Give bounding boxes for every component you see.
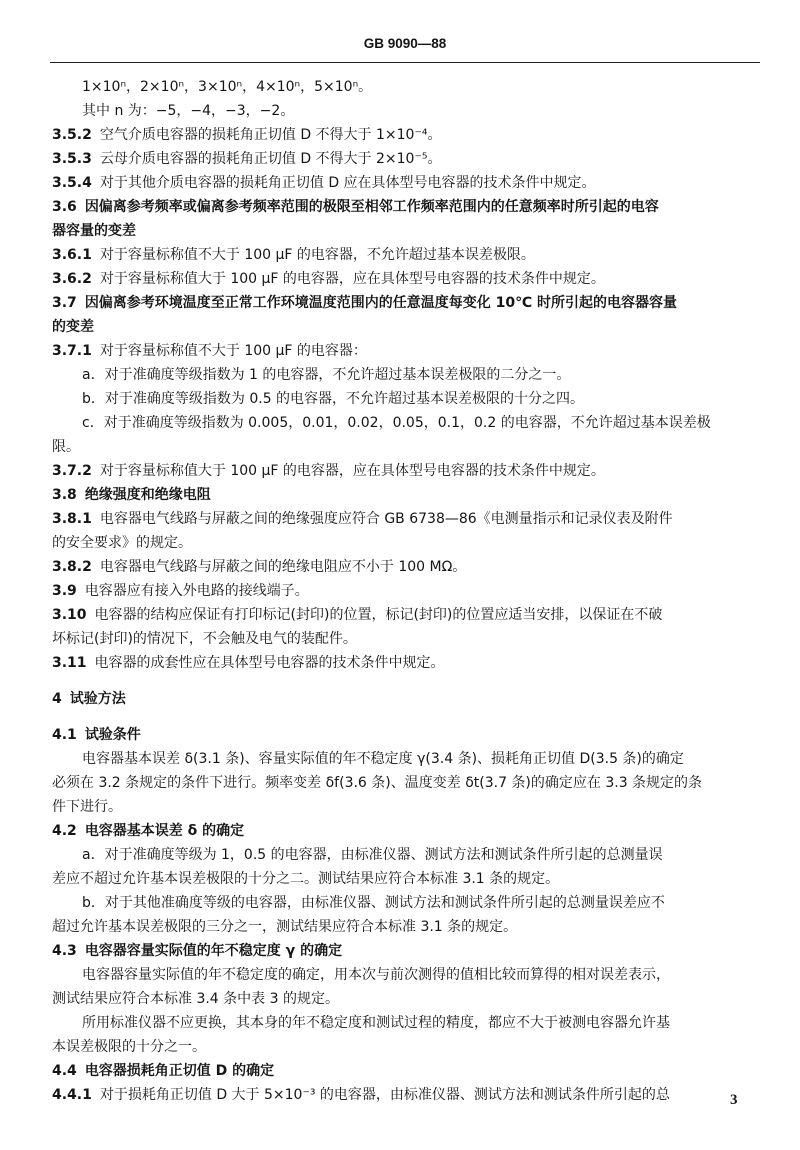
clause-4-3 bbox=[52, 939, 758, 963]
text-line bbox=[52, 627, 758, 651]
clause-text: 电容器基本误差 δ 的确定 bbox=[84, 823, 245, 839]
clause-text: a．对于准确度等级指数为 1 的电容器，不允许超过基本误差极限的二分之一。 bbox=[82, 367, 571, 383]
text-line bbox=[52, 411, 758, 435]
clause-number: 4.4.1 bbox=[52, 1087, 92, 1103]
text-line bbox=[52, 219, 758, 243]
clause-text: 云母介质电容器的损耗角正切值 D 不得大于 2×10⁻⁵。 bbox=[99, 151, 442, 167]
clause-number: 3.5.2 bbox=[52, 127, 92, 143]
clause-text: 试验方法 bbox=[69, 691, 126, 707]
text-line bbox=[52, 99, 758, 123]
clause-text: b．对于准确度等级指数为 0.5 的电容器，不允许超过基本误差极限的十分之四。 bbox=[82, 391, 585, 407]
clause-text: 对于损耗角正切值 D 大于 5×10⁻³ 的电容器，由标准仪器、测试方法和测试条件所引起的总 bbox=[99, 1087, 670, 1103]
clause-text: 电容器容量实际值的年不稳定度 γ 的确定 bbox=[84, 943, 343, 959]
clause-number: 3.9 bbox=[52, 583, 77, 599]
clause-number: 3.7.1 bbox=[52, 343, 92, 359]
clause-text: 因偏离参考环境温度至正常工作环境温度范围内的任意温度每变化 10℃ 时所引起的电容器容量 bbox=[84, 295, 677, 311]
text-line bbox=[52, 315, 758, 339]
clause-3-6 bbox=[52, 195, 758, 219]
clause-text: 电容器应有接入外电路的接线端子。 bbox=[84, 583, 309, 599]
text-line bbox=[52, 987, 758, 1011]
clause-text: 电容器容量实际值的年不稳定度的确定，用本次与前次测得的值相比较而算得的相对误差表示， bbox=[82, 967, 670, 983]
clause-4-4-1 bbox=[52, 1083, 758, 1107]
clause-3-7-1 bbox=[52, 339, 758, 363]
clause-number: 3.7 bbox=[52, 295, 77, 311]
text-line bbox=[52, 915, 758, 939]
clause-text: 器容量的变差 bbox=[52, 223, 136, 239]
clause-text: 空气介质电容器的损耗角正切值 D 不得大于 1×10⁻⁴。 bbox=[99, 127, 442, 143]
header-rule bbox=[50, 62, 760, 63]
clause-3-6-1 bbox=[52, 243, 758, 267]
clause-text: 1×10ⁿ，2×10ⁿ，3×10ⁿ，4×10ⁿ，5×10ⁿ。 bbox=[82, 79, 373, 95]
clause-text: 对于其他介质电容器的损耗角正切值 D 应在具体型号电容器的技术条件中规定。 bbox=[99, 175, 596, 191]
clause-text: c．对于准确度等级指数为 0.005，0.01，0.02，0.05，0.1，0.2 的电容器，不允许超过基本误差极 bbox=[82, 415, 711, 431]
text-line bbox=[52, 435, 758, 459]
clause-3-5-3 bbox=[52, 147, 758, 171]
clause-3-8 bbox=[52, 483, 758, 507]
clause-text: 电容器电气线路与屏蔽之间的绝缘电阻应不小于 100 MΩ。 bbox=[99, 559, 467, 575]
clause-3-10 bbox=[52, 603, 758, 627]
clause-text: 所用标准仪器不应更换，其本身的年不稳定度和测试过程的精度，都应不大于被测电容器允许基 bbox=[82, 1015, 670, 1031]
text-line bbox=[52, 747, 758, 771]
clause-text: 对于容量标称值不大于 100 μF 的电容器，不允许超过基本误差极限。 bbox=[99, 247, 535, 263]
clause-3-8-1 bbox=[52, 507, 758, 531]
clause-number: 3.8.2 bbox=[52, 559, 92, 575]
clause-text: 试验条件 bbox=[84, 727, 141, 743]
text-line bbox=[52, 795, 758, 819]
clause-text: 测试结果应符合本标准 3.4 条中表 3 的规定。 bbox=[52, 991, 339, 1007]
clause-3-8-2 bbox=[52, 555, 758, 579]
clause-text: 绝缘强度和绝缘电阻 bbox=[84, 487, 211, 503]
clause-text: 限。 bbox=[52, 439, 80, 455]
clause-3-9 bbox=[52, 579, 758, 603]
clause-text: 电容器的成套性应在具体型号电容器的技术条件中规定。 bbox=[94, 655, 445, 671]
clause-number: 3.6.1 bbox=[52, 247, 92, 263]
standard-number-header: GB 9090—88 bbox=[363, 36, 447, 51]
clause-text: 其中 n 为：−5，−4，−3，−2。 bbox=[82, 103, 295, 119]
text-line bbox=[52, 891, 758, 915]
clause-text: 电容器电气线路与屏蔽之间的绝缘强度应符合 GB 6738—86《电测量指示和记录仪表及附件 bbox=[99, 511, 673, 527]
clause-text: 必须在 3.2 条规定的条件下进行。频率变差 δf(3.6 条)、温度变差 δt(3.7 条)的确定应在 3.3 条规定的条 bbox=[52, 775, 703, 791]
clause-number: 3.5.4 bbox=[52, 175, 92, 191]
text-line bbox=[52, 771, 758, 795]
text-line bbox=[52, 843, 758, 867]
clause-number: 3.5.3 bbox=[52, 151, 92, 167]
clause-3-11 bbox=[52, 651, 758, 675]
clause-text: 的安全要求》的规定。 bbox=[52, 535, 192, 551]
text-line bbox=[52, 1035, 758, 1059]
clause-number: 3.6 bbox=[52, 199, 77, 215]
clause-number: 4.2 bbox=[52, 823, 77, 839]
clause-text: 件下进行。 bbox=[52, 799, 122, 815]
text-line bbox=[52, 363, 758, 387]
clause-text: 的变差 bbox=[52, 319, 94, 335]
clause-number: 3.11 bbox=[52, 655, 87, 671]
text-line bbox=[52, 531, 758, 555]
clause-number: 3.10 bbox=[52, 607, 87, 623]
clause-text: 对于容量标称值大于 100 μF 的电容器，应在具体型号电容器的技术条件中规定。 bbox=[99, 271, 605, 287]
text-line bbox=[52, 387, 758, 411]
clause-text: 对于容量标称值不大于 100 μF 的电容器： bbox=[99, 343, 367, 359]
clause-4 bbox=[52, 687, 758, 711]
clause-3-7 bbox=[52, 291, 758, 315]
clause-number: 3.8.1 bbox=[52, 511, 92, 527]
clause-text: 电容器损耗角正切值 D 的确定 bbox=[84, 1063, 275, 1079]
clause-number: 4.3 bbox=[52, 943, 77, 959]
clause-text: 坏标记(封印)的情况下，不会触及电气的装配件。 bbox=[52, 631, 357, 647]
clause-text: 电容器基本误差 δ(3.1 条)、容量实际值的年不稳定度 γ(3.4 条)、损耗角正切值 D(3.5 条)的确定 bbox=[82, 751, 684, 767]
clause-text: 本误差极限的十分之一。 bbox=[52, 1039, 206, 1055]
text-line bbox=[52, 75, 758, 99]
clause-3-5-2 bbox=[52, 123, 758, 147]
text-line bbox=[52, 963, 758, 987]
clause-number: 4.1 bbox=[52, 727, 77, 743]
clause-text: 超过允许基本误差极限的三分之一，测试结果应符合本标准 3.1 条的规定。 bbox=[52, 919, 518, 935]
clause-3-6-2 bbox=[52, 267, 758, 291]
clause-text: 电容器的结构应保证有打印标记(封印)的位置，标记(封印)的位置应适当安排，以保证在不破 bbox=[94, 607, 663, 623]
clause-number: 3.6.2 bbox=[52, 271, 92, 287]
clause-3-7-2 bbox=[52, 459, 758, 483]
clause-number: 3.8 bbox=[52, 487, 77, 503]
clause-number: 3.7.2 bbox=[52, 463, 92, 479]
text-line bbox=[52, 867, 758, 891]
clause-4-1 bbox=[52, 723, 758, 747]
clause-text: a．对于准确度等级为 1，0.5 的电容器，由标准仪器、测试方法和测试条件所引起的总测量误 bbox=[82, 847, 663, 863]
clause-text: 因偏离参考频率或偏离参考频率范围的极限至相邻工作频率范围内的任意频率时所引起的电容 bbox=[84, 199, 659, 215]
paragraph-gap bbox=[52, 711, 758, 723]
clause-number: 4 bbox=[52, 691, 62, 707]
clause-3-5-4 bbox=[52, 171, 758, 195]
clause-number: 4.4 bbox=[52, 1063, 77, 1079]
document-body bbox=[52, 75, 758, 1107]
clause-text: 对于容量标称值大于 100 μF 的电容器，应在具体型号电容器的技术条件中规定。 bbox=[99, 463, 605, 479]
clause-text: 差应不超过允许基本误差极限的十分之二。测试结果应符合本标准 3.1 条的规定。 bbox=[52, 871, 560, 887]
clause-text: b．对于其他准确度等级的电容器，由标准仪器、测试方法和测试条件所引起的总测量误差应不 bbox=[82, 895, 665, 911]
clause-4-4 bbox=[52, 1059, 758, 1083]
text-line bbox=[52, 1011, 758, 1035]
clause-4-2 bbox=[52, 819, 758, 843]
paragraph-gap bbox=[52, 675, 758, 687]
page-number: 3 bbox=[730, 1092, 738, 1108]
